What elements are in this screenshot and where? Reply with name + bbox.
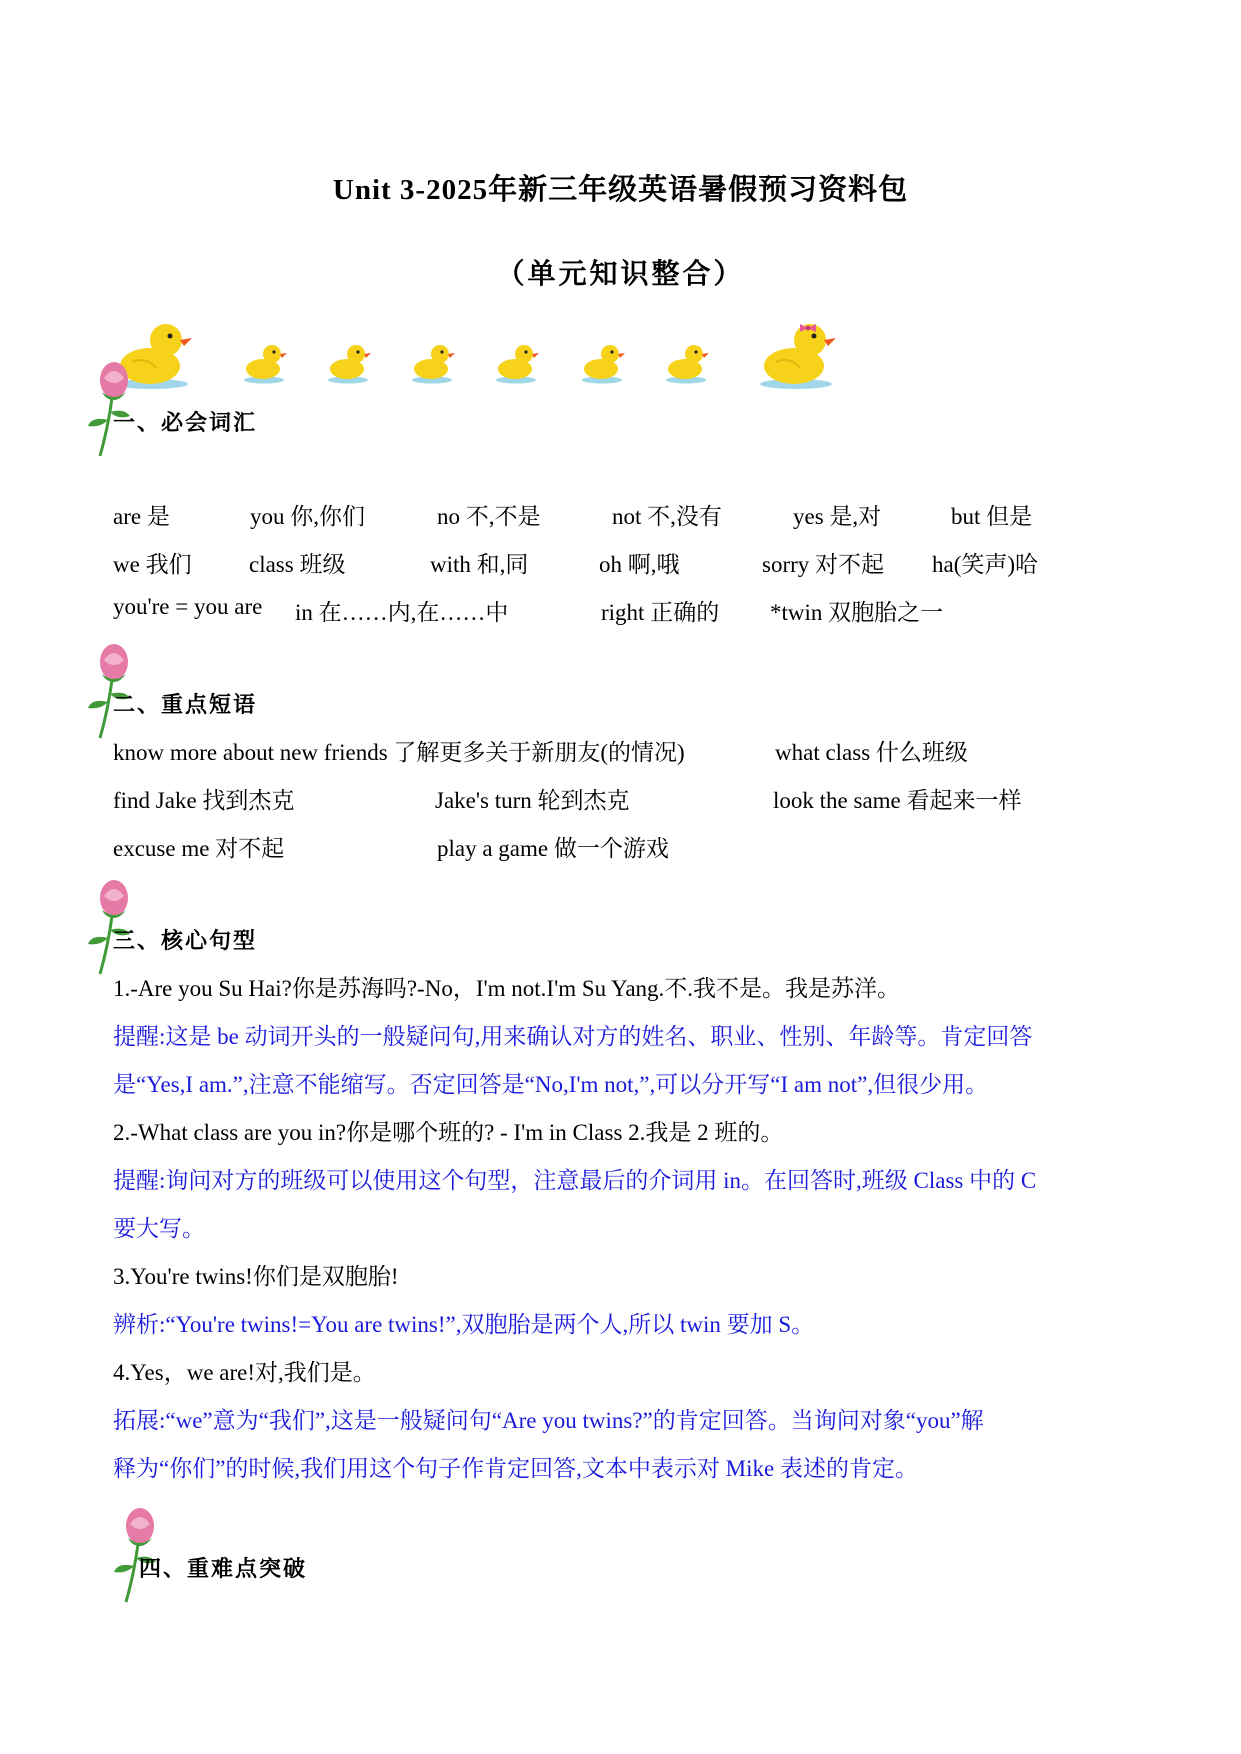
phrase-item: play a game 做一个游戏 (437, 836, 669, 861)
sentence-line: 1.-Are you Su Hai?你是苏海吗?-No，I'm not.I'm Su Yang.不.我不是。我是苏洋。 (113, 976, 901, 1001)
section-title: 二、重点短语 (113, 692, 258, 717)
vocab-item: oh 啊,哦 (599, 552, 680, 577)
page-subtitle: （单元知识整合） (496, 259, 745, 290)
vocab-item: but 但是 (951, 504, 1033, 529)
phrase-item: look the same 看起来一样 (773, 788, 1022, 813)
phrase-item: know more about new friends 了解更多关于新朋友(的情况) (113, 740, 685, 765)
section-title: 三、核心句型 (113, 928, 258, 953)
vocab-item: class 班级 (249, 552, 346, 577)
vocab-item: we 我们 (113, 552, 192, 577)
note-line: 释为“你们”的时候,我们用这个句子作肯定回答,文本中表示对 Mike 表述的肯定。 (113, 1456, 918, 1481)
vocab-item: sorry 对不起 (762, 552, 885, 577)
phrase-item: excuse me 对不起 (113, 836, 285, 861)
vocab-item: yes 是,对 (793, 504, 882, 529)
vocab-item: in 在……内,在……中 (295, 600, 509, 625)
sentence-line: 3.You're twins!你们是双胞胎! (113, 1264, 399, 1289)
note-line: 辨析:“You're twins!=You are twins!”,双胞胎是两个人,所以 twin 要加 S。 (113, 1312, 815, 1337)
page-title: Unit 3-2025年新三年级英语暑假预习资料包 (332, 174, 909, 206)
vocab-item: no 不,不是 (437, 504, 541, 529)
sentence-line: 2.-What class are you in?你是哪个班的? - I'm in Class 2.我是 2 班的。 (113, 1120, 784, 1145)
vocab-item: *twin 双胞胎之一 (770, 600, 944, 625)
note-line: 要大写。 (113, 1216, 205, 1241)
vocab-item: you 你,你们 (250, 504, 365, 529)
section-phrases-header (86, 640, 1166, 740)
vocab-item: are 是 (113, 504, 170, 529)
vocab-item: with 和,同 (430, 552, 529, 577)
note-line: 拓展:“we”意为“我们”,这是一般疑问句“Are you twins?”的肯定回答。当询问对象“you”解 (113, 1408, 984, 1433)
note-line: 提醒:询问对方的班级可以使用这个句型，注意最后的介词用 in。在回答时,班级 Class 中的 C (113, 1168, 1037, 1193)
section-title: 四、重难点突破 (139, 1556, 308, 1581)
section-title: 一、必会词汇 (113, 410, 258, 435)
note-line: 提醒:这是 be 动词开头的一般疑问句,用来确认对方的姓名、职业、性别、年龄等。肯定回答 (113, 1024, 1033, 1049)
phrase-item: Jake's turn 轮到杰克 (435, 788, 630, 813)
vocab-item: you're = you are (113, 594, 263, 619)
note-line: 是“Yes,I am.”,注意不能缩写。否定回答是“No,I'm not,”,可以分开写“I am not”,但很少用。 (113, 1072, 989, 1097)
phrase-item: what class 什么班级 (775, 740, 968, 765)
vocab-item: right 正确的 (601, 600, 720, 625)
section-difficulties-header (112, 1504, 1192, 1604)
vocab-item: ha(笑声)哈 (932, 552, 1039, 577)
section-vocab-header (86, 358, 1166, 458)
sentence-line: 4.Yes，we are!对,我们是。 (113, 1360, 376, 1385)
vocab-item: not 不,没有 (612, 504, 722, 529)
section-sentences-header (86, 876, 1166, 976)
phrase-item: find Jake 找到杰克 (113, 788, 295, 813)
